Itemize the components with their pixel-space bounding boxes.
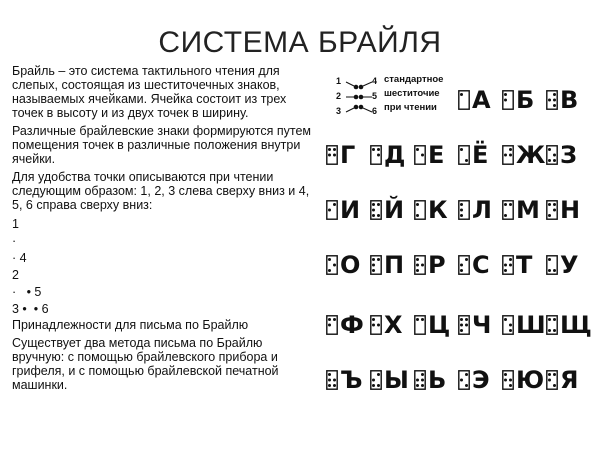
- braille-dot: [509, 148, 512, 151]
- braille-dot: [377, 258, 380, 261]
- braille-cell: [546, 315, 558, 335]
- braille-letter: М: [516, 196, 540, 224]
- braille-cell: [370, 370, 382, 390]
- braille-cell: [502, 145, 514, 165]
- braille-cell: [370, 255, 382, 275]
- braille-cell-legend: [336, 74, 456, 124]
- paragraph-tools: Принадлежности для письма по Брайлю: [12, 318, 249, 332]
- braille-cell: [546, 90, 558, 110]
- legend-num-6: 6: [372, 106, 378, 116]
- legend-cell-diagram: [342, 74, 374, 120]
- braille-letter: Б: [516, 86, 535, 114]
- paragraph-positions: Различные брайлевские знаки формируются путем помещения точек в различные положения внутри ячейки.: [12, 124, 312, 166]
- braille-dot: [504, 93, 507, 96]
- braille-dot: [416, 269, 419, 272]
- braille-dot: [460, 148, 463, 151]
- braille-cell: [326, 315, 338, 335]
- braille-cell: [326, 145, 338, 165]
- braille-cell: [370, 315, 382, 335]
- braille-dot: [377, 148, 380, 151]
- braille-cell: [326, 255, 338, 275]
- braille-dot: [333, 264, 336, 267]
- braille-cell: [414, 255, 426, 275]
- braille-dot: [328, 318, 331, 321]
- braille-dot: [548, 373, 551, 376]
- braille-letter: Щ: [560, 311, 592, 339]
- braille-dot: [416, 258, 419, 261]
- braille-dot: [509, 203, 512, 206]
- braille-dot: [377, 324, 380, 327]
- braille-dot: [421, 384, 424, 387]
- braille-dot: [465, 159, 468, 162]
- braille-letter: Ю: [516, 366, 545, 394]
- braille-dot: [509, 154, 512, 157]
- braille-letter: Е: [428, 141, 445, 169]
- braille-dot: [333, 384, 336, 387]
- braille-dot: [421, 264, 424, 267]
- legend-label-3: при чтении: [384, 102, 437, 113]
- braille-letter: Ш: [516, 311, 546, 339]
- braille-dot: [460, 269, 463, 272]
- braille-letter: Й: [384, 196, 405, 224]
- braille-dot: [416, 264, 419, 267]
- braille-dot: [553, 318, 556, 321]
- braille-dot: [333, 318, 336, 321]
- braille-dot: [553, 203, 556, 206]
- braille-letter: Х: [384, 311, 403, 339]
- braille-dot: [421, 154, 424, 157]
- braille-letter: Н: [560, 196, 581, 224]
- braille-dot: [460, 209, 463, 212]
- braille-dot: [372, 209, 375, 212]
- braille-dot: [553, 154, 556, 157]
- braille-dot: [460, 203, 463, 206]
- braille-dot: [372, 324, 375, 327]
- dot-line-6: 3 • • 6: [12, 302, 49, 316]
- legend-label-2: шеститочие: [384, 88, 440, 99]
- braille-dot: [372, 258, 375, 261]
- braille-dot: [460, 318, 463, 321]
- braille-dot: [548, 148, 551, 151]
- braille-dot: [460, 324, 463, 327]
- braille-dot: [328, 154, 331, 157]
- braille-dot: [372, 318, 375, 321]
- braille-letter: Ц: [428, 311, 451, 339]
- braille-dot: [509, 379, 512, 382]
- braille-cell: [502, 370, 514, 390]
- braille-dot: [372, 148, 375, 151]
- braille-dot: [328, 209, 331, 212]
- legend-num-5: 5: [372, 91, 378, 101]
- braille-dot: [465, 318, 468, 321]
- braille-dot: [416, 214, 419, 217]
- dot-line-3: · 4: [12, 251, 27, 265]
- legend-label-1: стандартное: [384, 74, 444, 85]
- slide-title: СИСТЕМА БРАЙЛЯ: [158, 26, 442, 59]
- braille-dot: [548, 203, 551, 206]
- braille-dot: [377, 203, 380, 206]
- braille-dot: [504, 373, 507, 376]
- braille-dot: [504, 318, 507, 321]
- braille-letter: Ъ: [340, 366, 363, 394]
- braille-dot: [504, 154, 507, 157]
- braille-dot: [460, 379, 463, 382]
- braille-dot: [416, 203, 419, 206]
- braille-dot: [372, 269, 375, 272]
- braille-dot: [548, 258, 551, 261]
- braille-letter: У: [560, 251, 579, 279]
- braille-cell: [458, 90, 470, 110]
- braille-letter: А: [472, 86, 491, 114]
- braille-cell: [414, 145, 426, 165]
- braille-cell: [546, 200, 558, 220]
- braille-dot: [421, 373, 424, 376]
- braille-cell: [458, 255, 470, 275]
- braille-dot: [548, 269, 551, 272]
- braille-cell: [458, 145, 470, 165]
- braille-dot: [460, 93, 463, 96]
- braille-cell: [502, 315, 514, 335]
- braille-dot: [548, 318, 551, 321]
- braille-letter: Г: [340, 141, 356, 169]
- braille-dot: [421, 379, 424, 382]
- braille-letter: И: [340, 196, 361, 224]
- braille-dot: [460, 329, 463, 332]
- braille-dot: [548, 159, 551, 162]
- braille-dot: [509, 264, 512, 267]
- braille-dot: [553, 373, 556, 376]
- braille-dot: [509, 324, 512, 327]
- braille-letter: О: [340, 251, 361, 279]
- braille-letter: Ь: [428, 366, 447, 394]
- braille-dot: [416, 379, 419, 382]
- braille-cell: [546, 145, 558, 165]
- braille-dot: [465, 258, 468, 261]
- braille-cell: [458, 200, 470, 220]
- braille-dot: [553, 99, 556, 102]
- braille-dot: [460, 214, 463, 217]
- braille-cell: [458, 315, 470, 335]
- dot-line-1: 1: [12, 217, 19, 231]
- braille-dot: [416, 318, 419, 321]
- braille-dot: [333, 379, 336, 382]
- braille-cell: [414, 200, 426, 220]
- braille-dot: [460, 264, 463, 267]
- braille-cell: [370, 200, 382, 220]
- braille-dot: [372, 214, 375, 217]
- braille-dot: [509, 258, 512, 261]
- braille-dot: [328, 258, 331, 261]
- braille-dot: [548, 214, 551, 217]
- braille-dot: [416, 384, 419, 387]
- braille-dot: [504, 379, 507, 382]
- dot-line-2: ·: [12, 234, 17, 248]
- braille-letter: Д: [384, 141, 406, 169]
- braille-dot: [553, 209, 556, 212]
- braille-dot: [328, 324, 331, 327]
- braille-dot: [377, 373, 380, 376]
- braille-letter: Ы: [384, 366, 409, 394]
- braille-letter: Т: [516, 251, 533, 279]
- paragraph-definition: Брайль – это система тактильного чтения для слепых, состоящая из шеститочечных знаков, называемых ячейками. Ячейка состоит из трех точек в высоту и из двух точек в ширину.: [12, 64, 287, 120]
- braille-cell: [326, 370, 338, 390]
- braille-dot: [372, 384, 375, 387]
- braille-dot: [465, 373, 468, 376]
- braille-dot: [465, 324, 468, 327]
- braille-dot: [377, 214, 380, 217]
- braille-dot: [553, 269, 556, 272]
- braille-letter: П: [384, 251, 405, 279]
- braille-letter: Р: [428, 251, 446, 279]
- braille-cell: [502, 90, 514, 110]
- braille-letter: Ж: [516, 141, 546, 169]
- braille-cell: [370, 145, 382, 165]
- braille-cell: [414, 315, 426, 335]
- braille-dot: [372, 264, 375, 267]
- braille-letter: Э: [472, 366, 490, 394]
- braille-dot: [504, 99, 507, 102]
- braille-dot: [372, 379, 375, 382]
- braille-cell: [546, 370, 558, 390]
- braille-dot: [333, 148, 336, 151]
- braille-letter: Ё: [472, 141, 489, 169]
- legend-num-3: 3: [336, 106, 342, 116]
- braille-dot: [553, 384, 556, 387]
- braille-dot: [328, 379, 331, 382]
- braille-dot: [504, 269, 507, 272]
- braille-letter: Я: [560, 366, 579, 394]
- braille-dot: [328, 373, 331, 376]
- braille-dot: [509, 329, 512, 332]
- legend-num-1: 1: [336, 76, 342, 86]
- braille-dot: [553, 159, 556, 162]
- braille-dot: [328, 269, 331, 272]
- braille-dot: [504, 203, 507, 206]
- braille-dot: [372, 203, 375, 206]
- dot-line-5: · • 5: [12, 285, 42, 299]
- braille-dot: [504, 214, 507, 217]
- braille-dot: [377, 154, 380, 157]
- braille-dot: [548, 329, 551, 332]
- braille-letter: Л: [472, 196, 492, 224]
- braille-dot: [509, 384, 512, 387]
- braille-dot: [333, 154, 336, 157]
- braille-dot: [416, 148, 419, 151]
- braille-dot: [553, 329, 556, 332]
- legend-num-2: 2: [336, 91, 342, 101]
- braille-dot: [333, 203, 336, 206]
- braille-cell: [326, 200, 338, 220]
- braille-dot: [504, 264, 507, 267]
- text-column: [12, 64, 312, 396]
- paragraph-numbering: Для удобства точки описываются при чтении следующим образом: 1, 2, 3 слева сверху вниз и 4, 5, 6 справа сверху вниз:: [12, 170, 310, 212]
- braille-letter: Ф: [340, 311, 364, 339]
- braille-cell: [414, 370, 426, 390]
- braille-dot: [553, 104, 556, 107]
- braille-dot: [548, 99, 551, 102]
- braille-dot: [548, 379, 551, 382]
- braille-cell: [502, 200, 514, 220]
- paragraph-methods: Существует два метода письма по Брайлю вручную: с помощью брайлевского прибора и грифеля, и с помощью брайлевской печатной машинки.: [12, 336, 279, 392]
- braille-dot: [328, 148, 331, 151]
- braille-letter: К: [428, 196, 448, 224]
- braille-letter: В: [560, 86, 579, 114]
- braille-letter: З: [560, 141, 578, 169]
- braille-letter: С: [472, 251, 490, 279]
- braille-cell: [546, 255, 558, 275]
- braille-dot: [377, 384, 380, 387]
- braille-cell: [502, 255, 514, 275]
- braille-letter: Ч: [472, 311, 492, 339]
- braille-dot: [553, 93, 556, 96]
- dot-line-4: 2: [12, 268, 19, 282]
- legend-num-4: 4: [372, 76, 378, 86]
- braille-cell: [458, 370, 470, 390]
- braille-dot: [328, 384, 331, 387]
- braille-dot: [465, 384, 468, 387]
- braille-dot: [421, 318, 424, 321]
